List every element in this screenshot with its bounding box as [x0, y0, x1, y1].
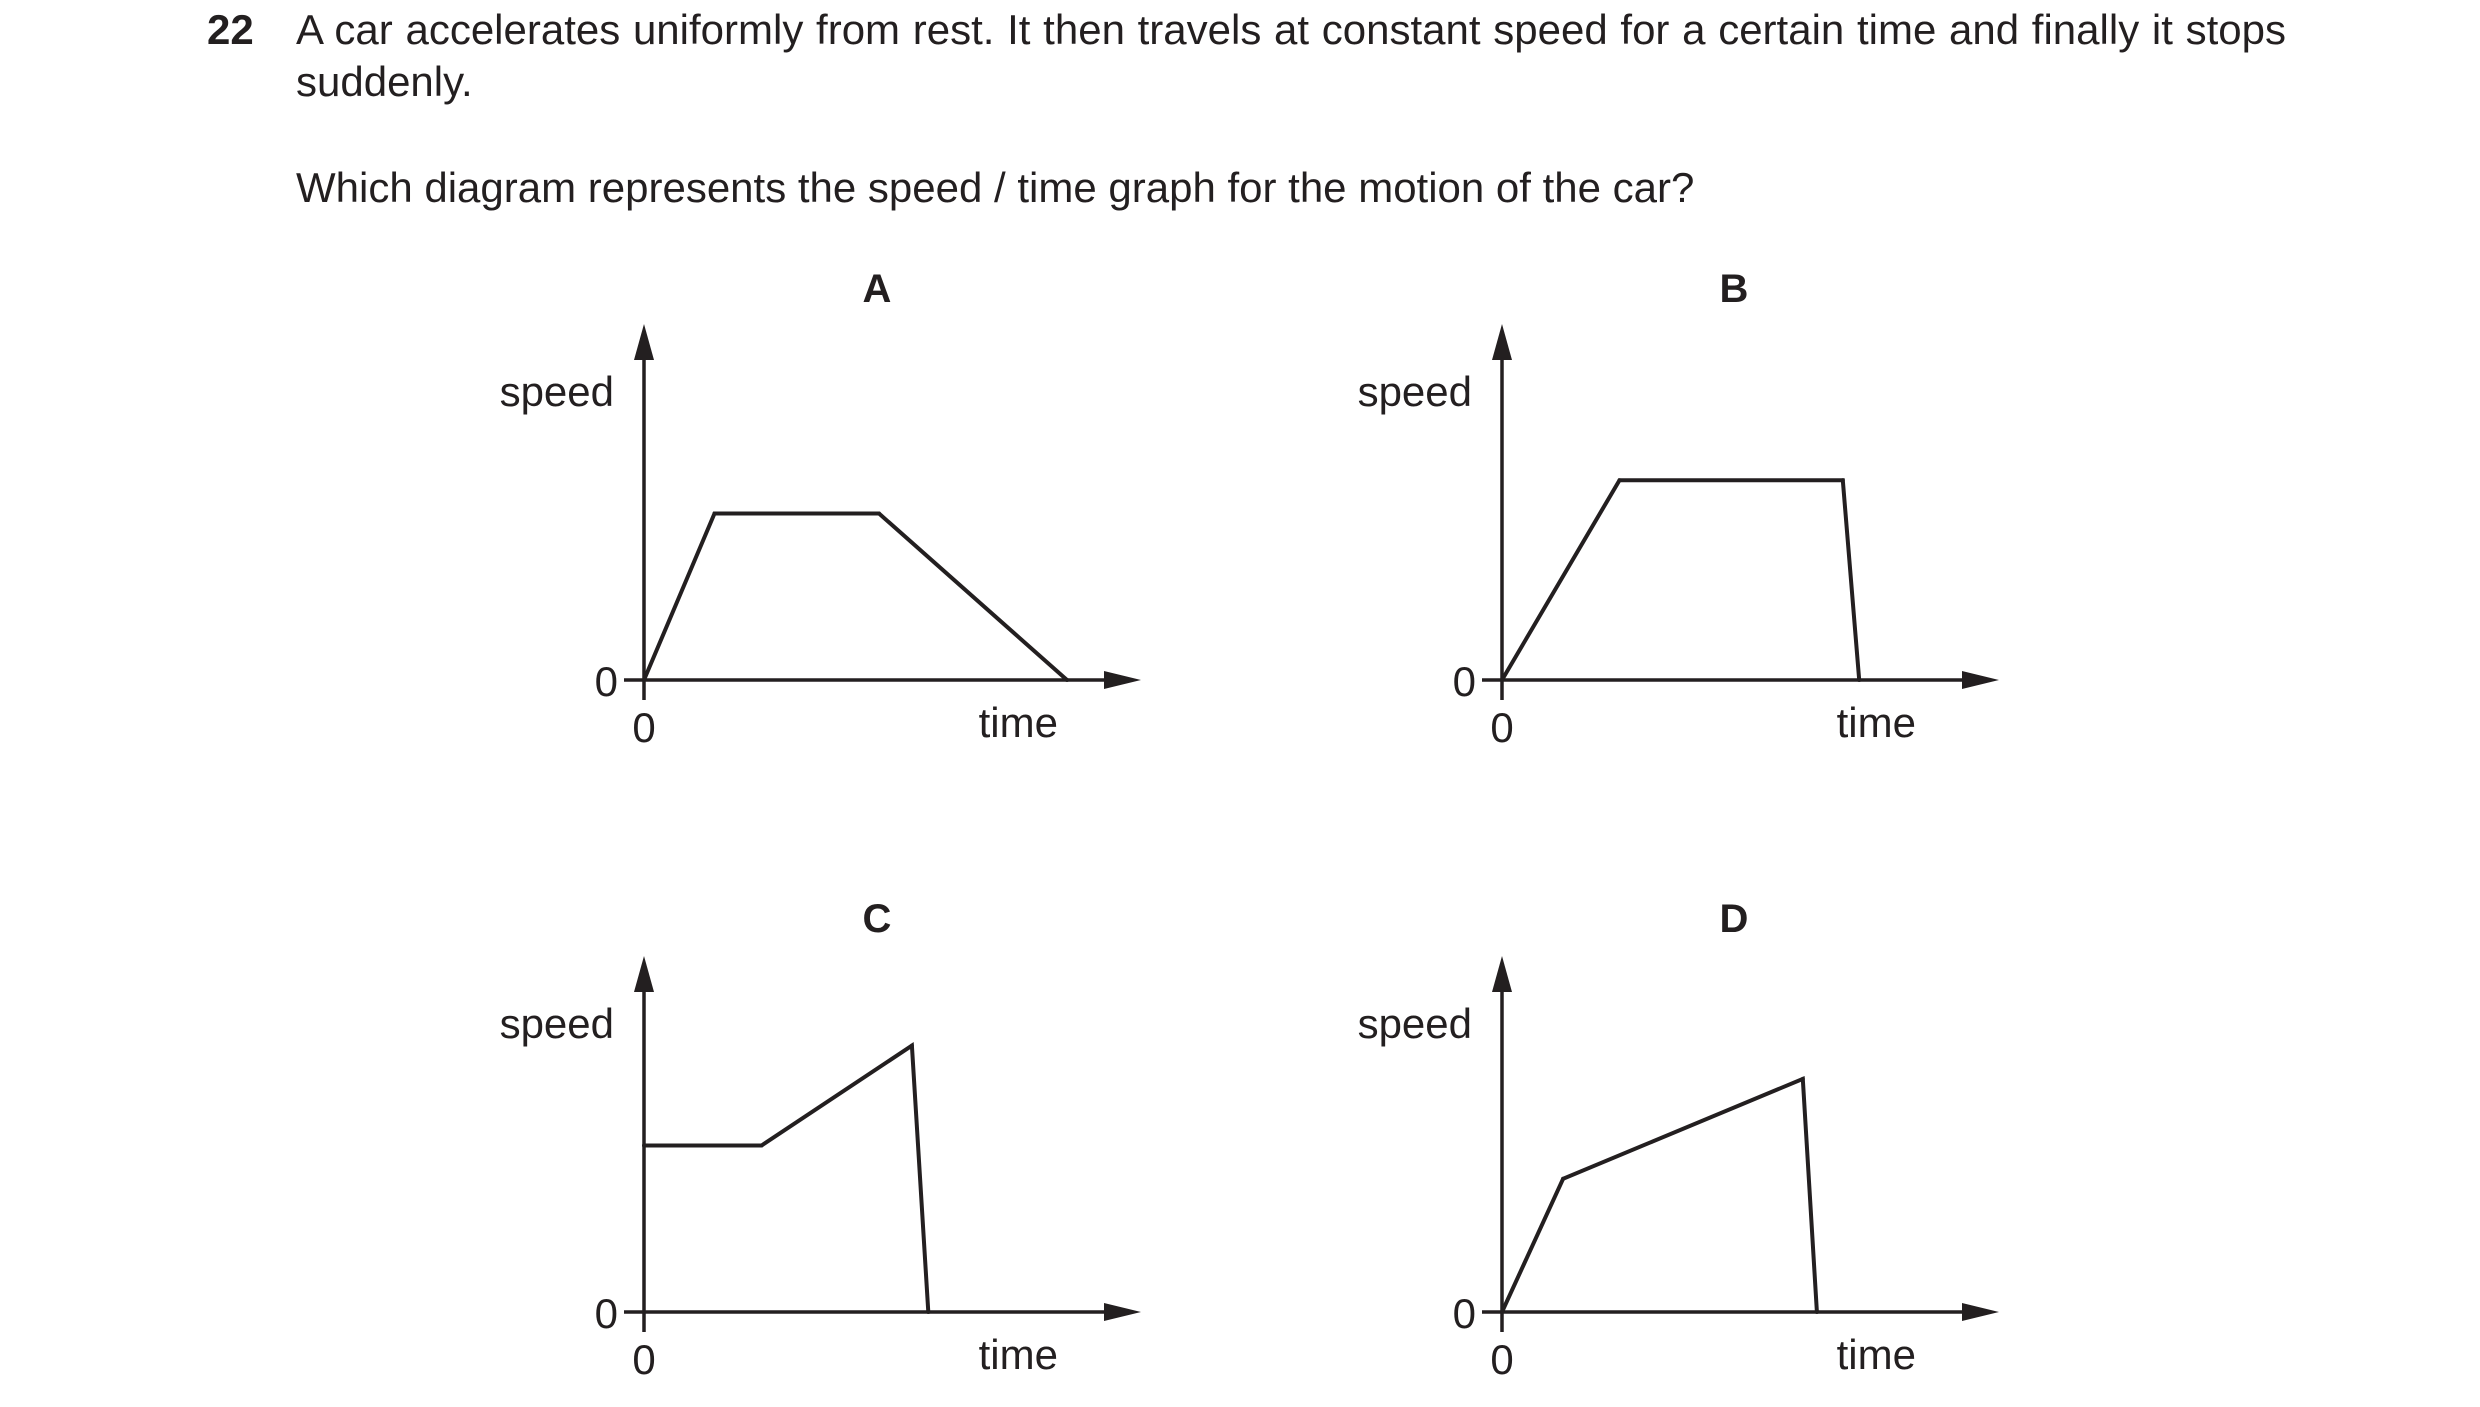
x-origin-tick-label: 0 — [1490, 1336, 1514, 1383]
data-point — [1815, 1310, 1819, 1314]
y-origin-tick-label: 0 — [594, 658, 618, 705]
y-axis-arrow-icon — [1492, 956, 1512, 992]
data-point — [1561, 1177, 1565, 1181]
y-axis-label: speed — [499, 1000, 614, 1047]
x-axis-arrow-icon — [1962, 1303, 1999, 1321]
x-axis-label: time — [1836, 1331, 1916, 1378]
graph-letter-d: D — [1719, 897, 1749, 941]
y-axis-arrow-icon — [634, 324, 654, 360]
data-point — [910, 1044, 914, 1048]
x-axis-label: time — [978, 699, 1058, 746]
x-axis-arrow-icon — [1104, 671, 1141, 689]
x-origin-tick-label: 0 — [632, 1336, 656, 1383]
data-point — [642, 1144, 646, 1148]
graph-c — [500, 897, 1141, 1383]
question-text: A car accelerates uniformly from rest. It then travels at constant speed for a certain time and finally it stops suddenly. — [296, 6, 2286, 105]
graph-letter-c: C — [862, 897, 892, 941]
speed-time-line — [1502, 1079, 1817, 1312]
graph-d — [1358, 897, 1999, 1383]
x-axis-arrow-icon — [1104, 1303, 1141, 1321]
x-origin-tick-label: 0 — [1490, 704, 1514, 751]
graph-letter-b: B — [1719, 267, 1749, 311]
question-prompt: Which diagram represents the speed / time graph for the motion of the car? — [296, 164, 1695, 211]
data-point — [713, 512, 717, 516]
graph-a — [500, 267, 1141, 751]
speed-time-line — [644, 1046, 928, 1312]
data-point — [642, 678, 646, 682]
y-origin-tick-label: 0 — [1452, 1290, 1476, 1337]
graph-letter-a: A — [862, 267, 892, 311]
data-point — [877, 512, 881, 516]
question-number: 22 — [207, 6, 254, 53]
data-point — [1065, 678, 1069, 682]
y-origin-tick-label: 0 — [594, 1290, 618, 1337]
y-axis-label: speed — [1357, 1000, 1472, 1047]
data-point — [1801, 1077, 1805, 1081]
x-origin-tick-label: 0 — [632, 704, 656, 751]
speed-time-line — [644, 514, 1067, 681]
data-point — [1857, 678, 1861, 682]
y-origin-tick-label: 0 — [1452, 658, 1476, 705]
x-axis-label: time — [978, 1331, 1058, 1378]
data-point — [1841, 478, 1845, 482]
speed-time-line — [1502, 480, 1859, 680]
y-axis-arrow-icon — [1492, 324, 1512, 360]
graph-b — [1358, 267, 1999, 751]
x-axis-arrow-icon — [1962, 671, 1999, 689]
data-point — [1500, 678, 1504, 682]
data-point — [1618, 478, 1622, 482]
x-axis-label: time — [1836, 699, 1916, 746]
y-axis-label: speed — [1357, 368, 1472, 415]
data-point — [1500, 1310, 1504, 1314]
data-point — [926, 1310, 930, 1314]
y-axis-label: speed — [499, 368, 614, 415]
y-axis-arrow-icon — [634, 956, 654, 992]
data-point — [760, 1144, 764, 1148]
